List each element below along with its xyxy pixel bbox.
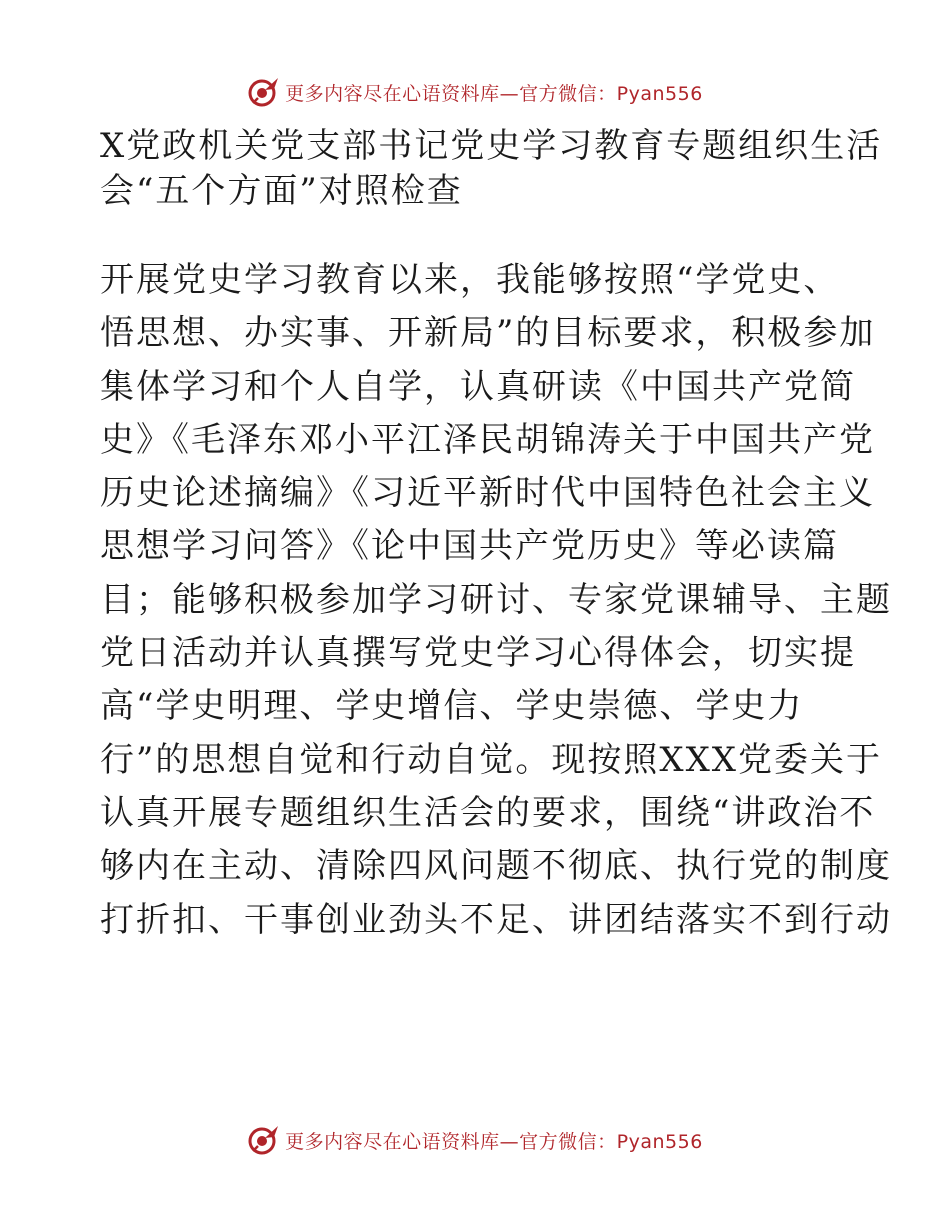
body-line: 开展党史学习教育以来，我能够按照“学党史、 <box>100 260 840 300</box>
watermark-text: 更多内容尽在心语资料库—官方微信：Pyan556 <box>285 82 703 105</box>
body-line: 党日活动并认真撰写党史学习心得体会，切实提 <box>100 633 856 674</box>
body-line: 思想学习问答》《论中国共产党历史》等必读篇 <box>100 526 839 567</box>
body-line: 打折扣、干事创业劲头不足、讲团结落实不到行动 <box>100 899 892 940</box>
footer-watermark <box>0 1120 950 1160</box>
body-line: 集体学习和个人自学，认真研读《中国共产党简 <box>100 366 856 407</box>
quill-logo-icon <box>247 75 281 109</box>
body-line: 行”的思想自觉和行动自觉。现按照XXX党委关于 <box>100 739 882 780</box>
header-watermark <box>0 72 950 112</box>
document-title <box>100 124 883 214</box>
body-line: 悟思想、办实事、开新局”的目标要求，积极参加 <box>100 313 876 354</box>
quill-logo-icon <box>247 1123 281 1157</box>
body-line: 史》《毛泽东邓小平江泽民胡锦涛关于中国共产党 <box>100 419 875 460</box>
body-line: 高“学史明理、学史增信、学史崇德、学史力 <box>100 686 804 727</box>
title-line: X党政机关党支部书记党史学习教育专题组织生活 <box>100 126 883 166</box>
body-paragraph <box>100 254 892 947</box>
body-line: 认真开展专题组织生活会的要求，围绕“讲政治不 <box>100 792 876 833</box>
body-line: 历史论述摘编》《习近平新时代中国特色社会主义 <box>100 473 875 514</box>
body-line: 目；能够积极参加学习研讨、专家党课辅导、主题 <box>100 579 892 620</box>
title-line: 会“五个方面”对照检查 <box>100 171 463 211</box>
watermark-text: 更多内容尽在心语资料库—官方微信：Pyan556 <box>285 1130 703 1153</box>
body-line: 够内在主动、清除四风问题不彻底、执行党的制度 <box>100 846 892 887</box>
